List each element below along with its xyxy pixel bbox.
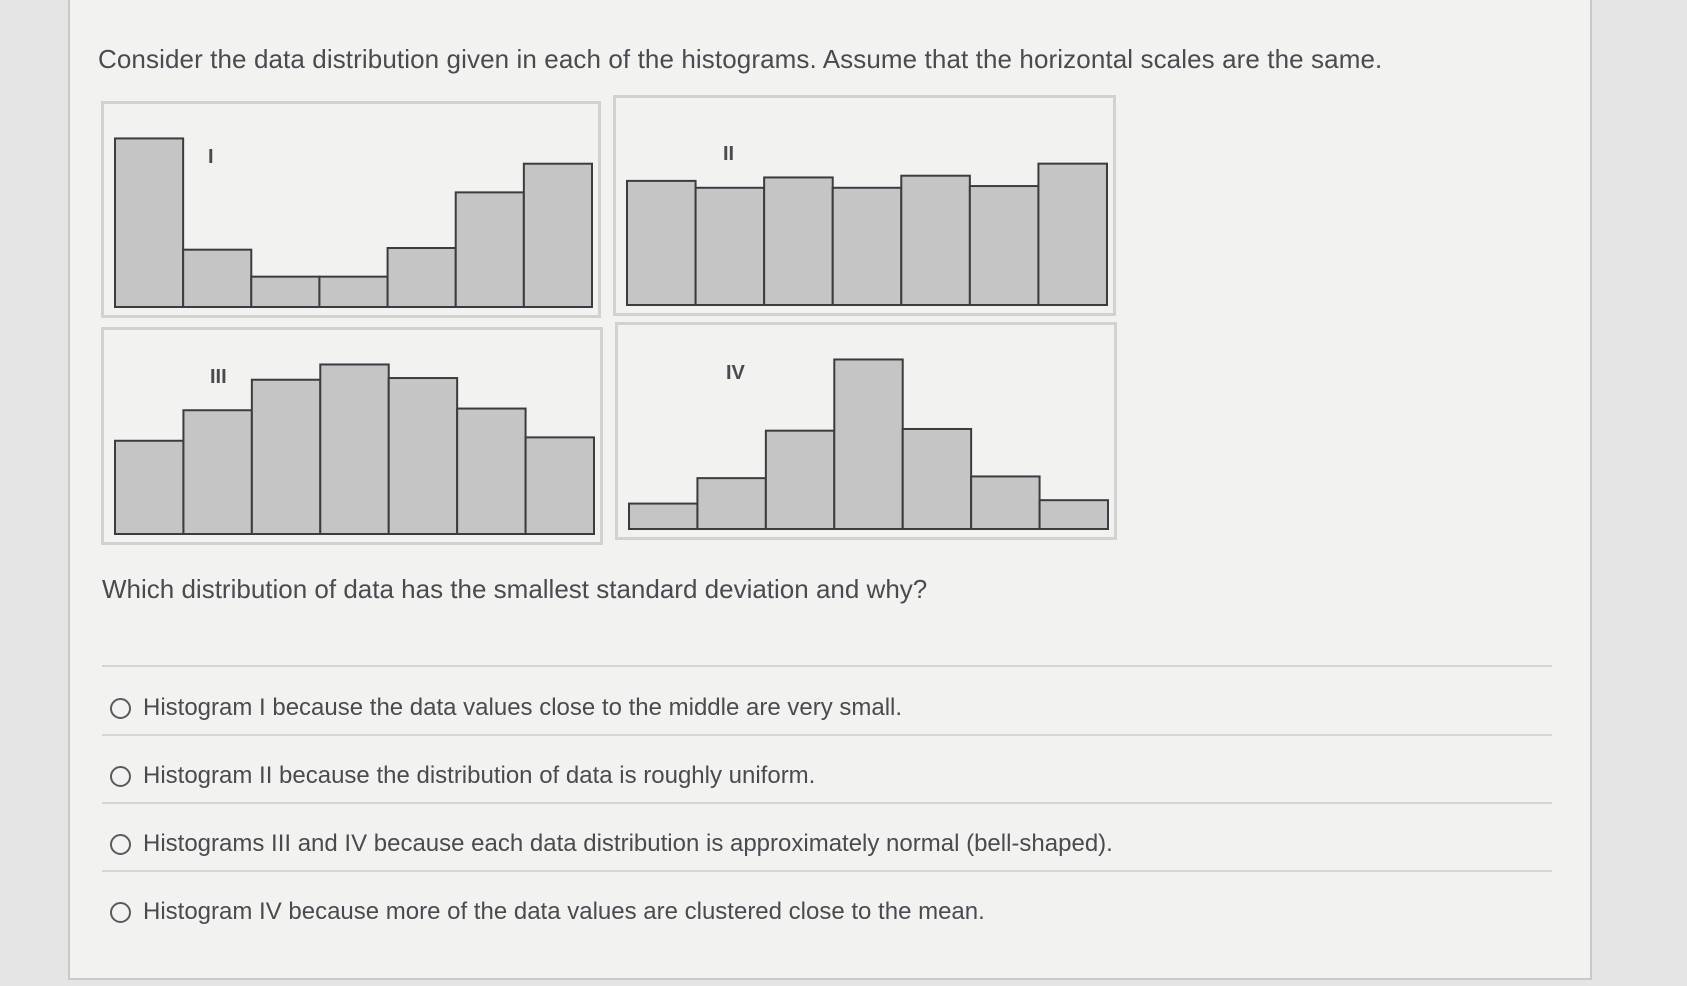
radio-circle-icon[interactable] xyxy=(110,902,131,923)
histogram-1-bar-1 xyxy=(115,138,183,307)
histogram-2-label: II xyxy=(723,143,735,165)
histogram-2 xyxy=(613,95,1116,316)
histogram-2-bar-1 xyxy=(627,181,696,305)
histogram-3-plot xyxy=(104,330,600,542)
histogram-3 xyxy=(101,327,603,545)
histogram-3-bar-3 xyxy=(252,380,320,534)
histogram-4-bar-2 xyxy=(697,478,765,529)
histogram-2-bar-2 xyxy=(696,188,765,305)
histogram-4-label: IV xyxy=(726,362,745,384)
histogram-3-bar-4 xyxy=(320,364,388,534)
answer-option-4[interactable] xyxy=(110,892,985,932)
histogram-3-label: III xyxy=(210,366,227,388)
histogram-2-bar-5 xyxy=(901,176,970,305)
histogram-1-bar-4 xyxy=(319,277,387,307)
histogram-1-bar-5 xyxy=(388,248,456,307)
histogram-2-bar-7 xyxy=(1038,164,1107,305)
answer-option-1-label: Histogram I because the data values close to the middle are very small. xyxy=(143,694,903,721)
histogram-2-bar-4 xyxy=(833,188,902,305)
radio-circle-icon[interactable] xyxy=(110,766,131,787)
answer-option-2-label: Histogram II because the distribution of data is roughly uniform. xyxy=(143,762,816,789)
answer-option-3-label: Histograms III and IV because each data distribution is approximately normal (bell-shaped). xyxy=(143,830,1113,857)
histogram-3-bar-2 xyxy=(183,410,251,534)
histogram-1 xyxy=(101,101,601,318)
answer-option-2[interactable] xyxy=(110,756,815,796)
divider xyxy=(102,870,1552,872)
histogram-1-bar-7 xyxy=(524,164,592,307)
histogram-2-plot xyxy=(616,98,1113,313)
radio-circle-icon[interactable] xyxy=(110,698,131,719)
histogram-3-bar-7 xyxy=(526,437,594,534)
histogram-3-bar-1 xyxy=(115,441,183,534)
histogram-1-bar-3 xyxy=(251,277,319,307)
histogram-3-bar-5 xyxy=(389,378,457,534)
histogram-1-plot xyxy=(104,104,598,315)
histogram-1-label: I xyxy=(208,146,214,168)
answer-option-4-label: Histogram IV because more of the data values are clustered close to the mean. xyxy=(143,898,985,925)
histogram-1-bar-2 xyxy=(183,250,251,307)
question-prompt: Consider the data distribution given in each of the histograms. Assume that the horizontal scales are the same. xyxy=(98,44,1383,74)
histogram-4-bar-3 xyxy=(766,431,834,529)
histogram-4-bar-6 xyxy=(971,476,1039,529)
histogram-3-bar-6 xyxy=(457,409,525,534)
answer-option-3[interactable] xyxy=(110,824,1113,864)
histogram-4 xyxy=(615,322,1117,540)
answer-option-1[interactable] xyxy=(110,688,902,728)
divider xyxy=(102,665,1552,667)
question-text: Which distribution of data has the smallest standard deviation and why? xyxy=(102,574,928,604)
histogram-4-bar-5 xyxy=(903,429,971,529)
histogram-4-bar-7 xyxy=(1040,500,1108,529)
histogram-4-plot xyxy=(618,325,1114,537)
histogram-4-bar-4 xyxy=(834,359,902,529)
histogram-4-bar-1 xyxy=(629,504,697,529)
histogram-2-bar-6 xyxy=(970,186,1039,305)
radio-circle-icon[interactable] xyxy=(110,834,131,855)
divider xyxy=(102,734,1552,736)
histogram-1-bar-6 xyxy=(456,192,524,307)
divider xyxy=(102,802,1552,804)
histogram-2-bar-3 xyxy=(764,177,833,305)
